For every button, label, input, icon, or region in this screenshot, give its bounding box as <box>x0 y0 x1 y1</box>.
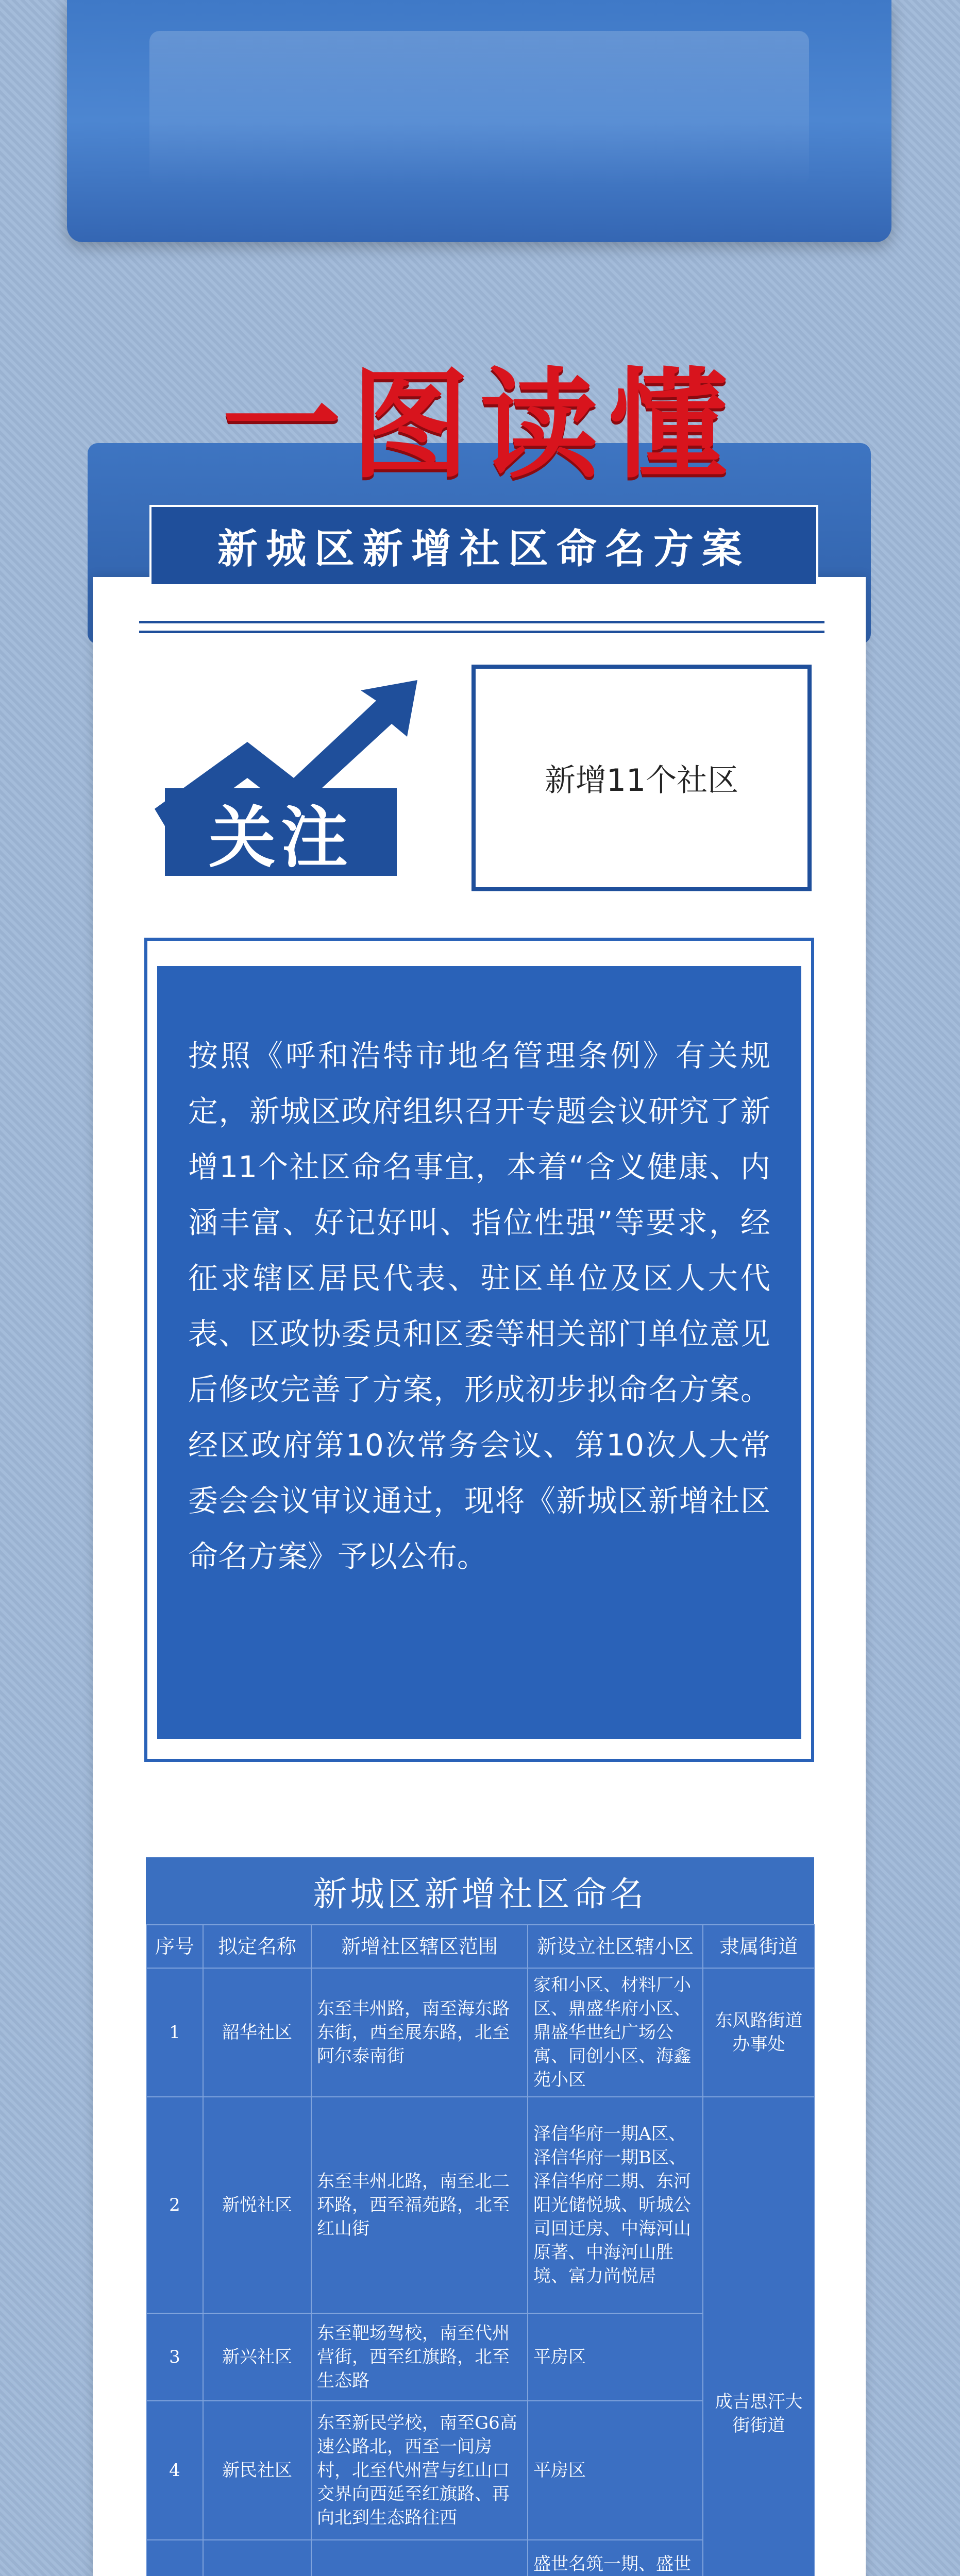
scroll-top-roll <box>67 0 891 242</box>
row-name <box>203 2540 311 2576</box>
row-range: 东至新民学校，南至G6高速公路北，西至一间房村，北至代州营与红山口交界向西延至红旗路、再向北到生态路往西 <box>311 2401 528 2540</box>
row-no: 4 <box>146 2401 203 2540</box>
row-no: 2 <box>146 2097 203 2313</box>
table-header-row <box>146 1925 815 1968</box>
row-street: 成吉思汗大街街道 <box>703 2097 815 2576</box>
main-title: 一图读懂 <box>222 357 738 495</box>
header-compounds: 新设立社区辖小区 <box>528 1925 703 1968</box>
header-range: 新增社区辖区范围 <box>311 1925 528 1968</box>
header-no: 序号 <box>146 1925 203 1968</box>
naming-table-section <box>146 1857 814 2576</box>
row-compounds: 家和小区、材料厂小区、鼎盛华府小区、鼎盛华世纪广场公寓、同创小区、海鑫苑小区 <box>528 1968 703 2097</box>
row-range: 东至丰州路，南至海东路东街，西至展东路，北至阿尔泰南街 <box>311 1968 528 2097</box>
row-compounds: 泽信华府一期A区、泽信华府一期B区、泽信华府二期、东河阳光储悦城、昕城公司回迁房、中海河山原著、中海河山胜境、富力尚悦居 <box>528 2097 703 2313</box>
naming-table <box>146 1924 815 2576</box>
subtitle-banner: 新城区新增社区命名方案 <box>149 505 818 586</box>
row-compounds: 平房区 <box>528 2401 703 2540</box>
table-row <box>146 2097 815 2313</box>
header-street: 隶属街道 <box>703 1925 815 1968</box>
row-range <box>311 2540 528 2576</box>
row-street: 东风路街道办事处 <box>703 1968 815 2097</box>
row-compounds: 盛世名筑一期、盛世 <box>528 2540 703 2576</box>
divider-line <box>139 621 824 633</box>
row-no <box>146 2540 203 2576</box>
table-title: 新城区新增社区命名 <box>146 1857 814 1924</box>
row-no: 3 <box>146 2313 203 2401</box>
table-row <box>146 1968 815 2097</box>
header-name: 拟定名称 <box>203 1925 311 1968</box>
row-no: 1 <box>146 1968 203 2097</box>
row-range: 东至靶场驾校，南至代州营街，西至红旗路，北至生态路 <box>311 2313 528 2401</box>
row-name: 韶华社区 <box>203 1968 311 2097</box>
row-compounds: 平房区 <box>528 2313 703 2401</box>
row-name: 新悦社区 <box>203 2097 311 2313</box>
intro-paragraph: 按照《呼和浩特市地名管理条例》有关规定，新城区政府组织召开专题会议研究了新增11个社区命名事宜，本着“含义健康、内涵丰富、好记好叫、指位性强”等要求，经征求辖区居民代表、驻区单位及区人大代表、区政协委员和区委等相关部门单位意见后修改完善了方案，形成初步拟命名方案。经区政府第10次常务会议、第10次人大常委会会议审议通过，现将《新城区新增社区命名方案》予以公布。 <box>157 966 801 1739</box>
row-name: 新兴社区 <box>203 2313 311 2401</box>
scroll-shine <box>149 31 809 185</box>
row-range: 东至丰州北路，南至北二环路，西至福苑路，北至红山街 <box>311 2097 528 2313</box>
row-name: 新民社区 <box>203 2401 311 2540</box>
focus-label: 关注 <box>165 788 397 876</box>
focus-box: 新增11个社区 <box>471 665 812 891</box>
